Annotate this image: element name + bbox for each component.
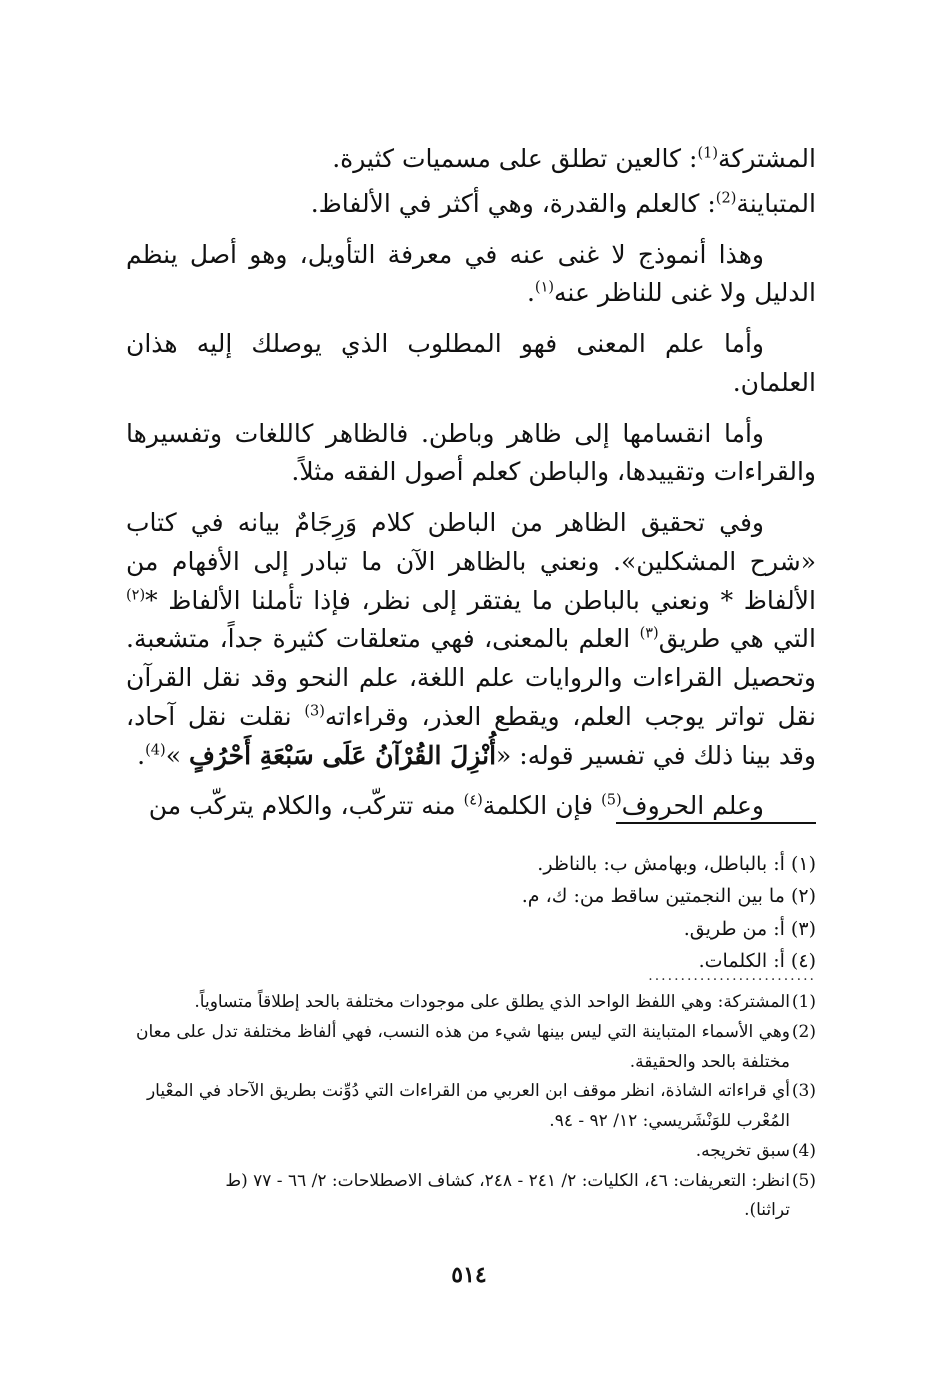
text-run: : كالعلم والقدرة، وهي أكثر في الألفاظ. <box>310 188 716 218</box>
footnote-marker: (3) <box>304 703 325 720</box>
text-run: العلم بالمعنى، فهي متعلقات كثيرة جداً، متشعبة. وتحصيل القراءات والروايات علم اللغة، علم النحو وقد نقل القرآن نقل تواتر يوجب العلم، ويقطع العذر، وقراءاته <box>126 624 816 731</box>
text-run: وعلم الحروف <box>621 791 764 821</box>
footnote-marker: (٣) <box>639 625 659 642</box>
footnote-item <box>126 1077 816 1107</box>
text-run: التي هي طريق <box>658 624 816 654</box>
text-run: » <box>165 740 189 770</box>
footnote-number: (1) <box>791 992 816 1012</box>
footnotes-variant-readings <box>126 848 816 977</box>
text-run: منه تتركّب، والكلام يتركّب من <box>148 791 464 821</box>
text-run: نقلت نقل آحاد، وقد بينا ذلك في تفسير قوله: « <box>126 701 816 770</box>
text-run: . <box>137 740 146 770</box>
footnote-marker: (٤) <box>463 792 483 809</box>
footnote-item <box>126 1018 816 1048</box>
footnote-item: (٢) ما بين النجمتين ساقط من: ك، م. <box>521 885 816 908</box>
footnote-number: (5) <box>791 1170 816 1191</box>
text-run: . <box>526 278 535 308</box>
text-run: وهذا أنموذج لا غنى عنه في معرفة التأويل، وهو أصل ينظم الدليل ولا غنى للناظر عنه <box>126 239 816 308</box>
footnotes-editor <box>126 988 816 1226</box>
footnote-text: انظر: التعريفات: ٤٦، الكليات: ٢/ ٢٤١ - ٢٤٨، كشاف الاصطلاحات: ٢/ ٦٦ - ٧٧ (ط <box>225 1170 790 1191</box>
footnote-text: المشتركة: وهي اللفظ الواحد الذي يطلق على موجودات مختلفة بالحد إطلاقاً متساوياً. <box>194 992 790 1012</box>
page-number: ٥١٤ <box>451 1262 487 1288</box>
paragraph-ilm-al-maana: وأما علم المعنى فهو المطلوب الذي يوصلك إليه هذان العلمان. <box>126 329 816 397</box>
footnote-text: وهي الأسماء المتباينة التي ليس بينها شيء من هذه النسب، فهي ألفاظ مختلفة تدل على معان <box>135 1021 790 1042</box>
text-run: وفي تحقيق الظاهر من الباطن كلام وَرِجَامٌ بيانه في كتاب «شرح المشكلين». ونعني بالظاهر الآن ما تبادر إلى الأفهام من الألفاظ * ونعني بالباطن ما يفتقر إلى نظر، فإذا تأملنا الألفاظ * <box>126 508 816 615</box>
text-run: : كالعين تطلق على مسميات كثيرة. <box>332 144 698 173</box>
footnote-text: أي قراءاته الشاذة، انظر موقف ابن العربي من القراءات التي دُوِّنت بطريق الآحاد في المعْيار <box>146 1081 790 1102</box>
main-text <box>126 140 816 832</box>
text-run: فإن الكلمة <box>482 791 602 821</box>
footnote-text: سبق تخريجه. <box>695 1140 790 1161</box>
text-run: المتباينة <box>736 188 816 218</box>
footnote-marker: (5) <box>601 792 622 809</box>
footnote-marker: (١) <box>534 279 555 296</box>
paragraph-ilm-al-huruf <box>126 787 816 826</box>
dotted-separator: .......................... <box>648 968 816 984</box>
quranic-quote: أُنْزِلَ القُرْآنُ عَلَى سَبْعَةِ أَحْرُفٍ <box>188 740 497 770</box>
footnote-continuation: تراثنا). <box>744 1200 790 1221</box>
paragraph-unmudhaj <box>126 236 816 314</box>
footnote-rule <box>616 822 816 824</box>
paragraph-tahqiq <box>126 504 816 775</box>
footnote-number: (3) <box>791 1081 816 1102</box>
footnote-item: (٤) أ: الكلمات. <box>698 949 816 972</box>
footnote-item: (١) أ: بالباطل، وبهامش ب: بالناظر. <box>537 853 816 875</box>
footnote-item <box>126 1137 816 1167</box>
footnote-marker: (1) <box>697 145 719 162</box>
footnote-marker: (4) <box>145 742 166 759</box>
footnote-continuation: مختلفة بالحد والحقيقة. <box>629 1051 790 1072</box>
footnote-marker: (2) <box>715 190 737 207</box>
footnote-marker: (٢) <box>126 587 146 604</box>
footnote-number: (4) <box>791 1140 816 1161</box>
paragraph-mushtaraka <box>126 140 816 179</box>
footnote-item: (٣) أ: من طريق. <box>683 917 816 940</box>
footnote-number: (2) <box>791 1021 816 1042</box>
footnote-item <box>126 988 816 1018</box>
footnote-continuation: المُعْرب للوَنْشَريسي: ١٢/ ٩٢ - ٩٤. <box>549 1111 790 1131</box>
footnote-item <box>126 1167 816 1197</box>
text-run: المشتركة <box>718 144 816 173</box>
paragraph-mutabayina <box>126 185 816 224</box>
paragraph-zahir-batin: وأما انقسامها إلى ظاهر وباطن. فالظاهر كاللغات وتفسيرها والقراءات وتقييدها، والباطن كعلم أصول الفقه مثلاً. <box>126 418 816 487</box>
